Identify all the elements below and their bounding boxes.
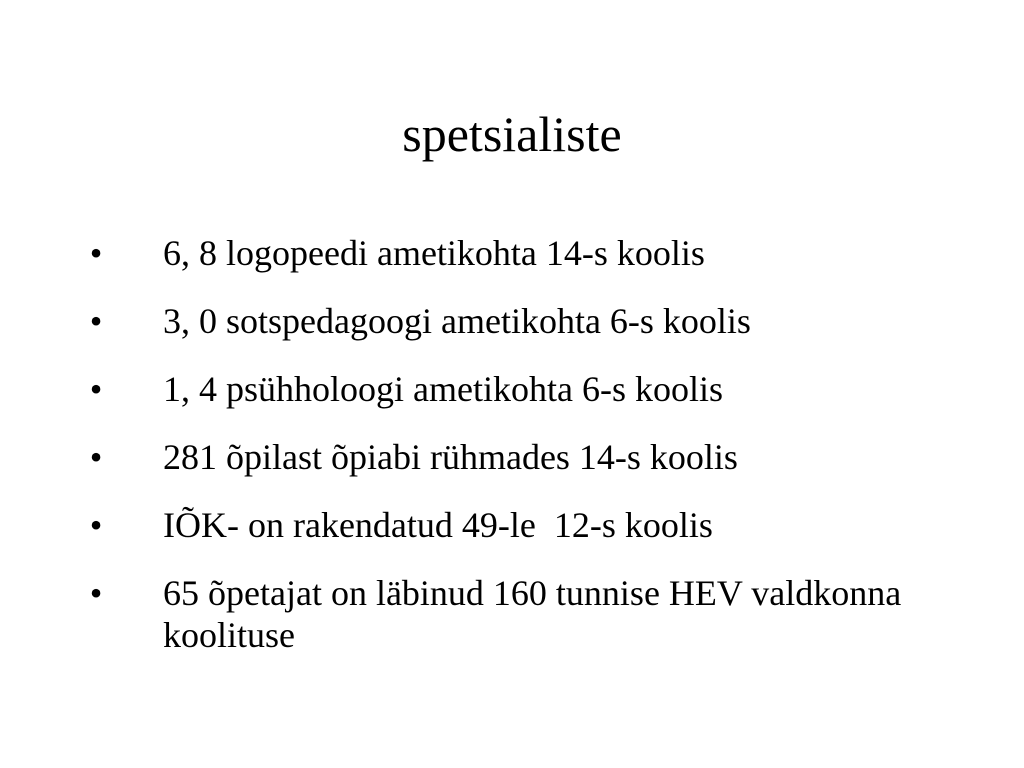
list-item-text: 1, 4 psühholoogi ametikohta 6-s koolis	[163, 369, 723, 409]
list-item-text: 3, 0 sotspedagoogi ametikohta 6-s koolis	[163, 301, 751, 341]
bullet-list	[0, 232, 1024, 682]
bullet-marker: •	[89, 233, 103, 273]
list-item-text: 65 õpetajat on läbinud 160 tunnise HEV valdkonna koolituse	[163, 573, 902, 655]
list-item-text: IÕK- on rakendatud 49-le 12-s koolis	[163, 505, 713, 545]
bullet-marker: •	[89, 505, 103, 545]
list-item	[0, 232, 1024, 274]
bullet-marker: •	[89, 301, 103, 341]
list-item	[0, 300, 1024, 342]
list-item	[0, 572, 1024, 656]
list-item	[0, 504, 1024, 546]
list-item	[0, 436, 1024, 478]
list-item	[0, 368, 1024, 410]
slide-title: spetsialiste	[402, 106, 622, 162]
bullet-marker: •	[89, 369, 103, 409]
bullet-marker: •	[89, 573, 103, 613]
list-item-text: 281 õpilast õpiabi rühmades 14-s koolis	[163, 437, 738, 477]
bullet-marker: •	[89, 437, 103, 477]
list-item-text: 6, 8 logopeedi ametikohta 14-s koolis	[163, 233, 705, 273]
